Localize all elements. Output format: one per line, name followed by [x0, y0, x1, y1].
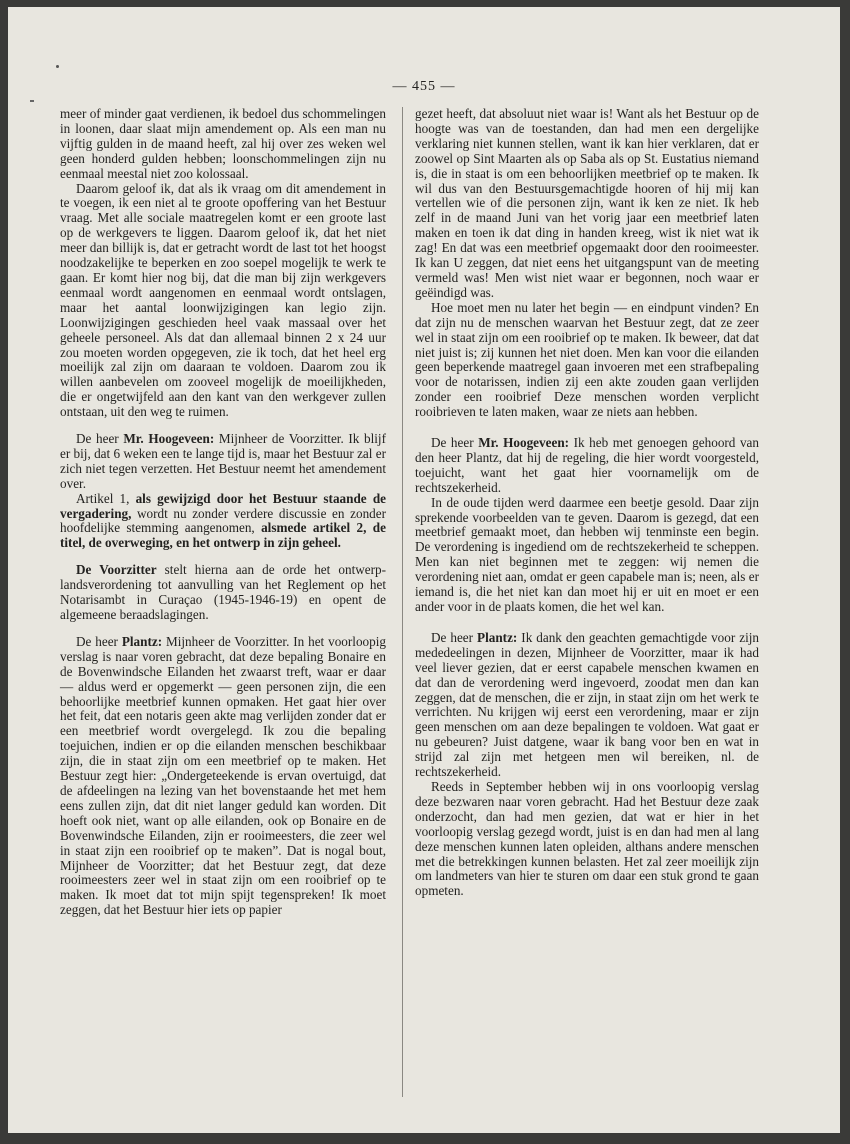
speaker-name: De Voorzitter [76, 562, 157, 578]
ink-speck [30, 100, 34, 102]
paragraph: Daarom geloof ik, dat als ik vraag om dit amendement in te voegen, ik een niet al te groote opoffering van het Bestuur vraag. Met alle sociale maatregelen komt er een groote last op de werkgevers te liggen. Daarom geloof ik, dat het niet meer dan billijk is, dat er getracht wordt de last tot het hoogst noodzakelijke te beperken en zoo soepel mogelijk te werk te gaan. Er komt hier nog bij, dat die man bij zijn werkgevers eenmaal wordt aangenomen en eenmaal wordt ontslagen, maar het aantal loonwijzigingen kan legio zijn. Loonwijzigingen geschieden heel vaak massaal over het geheele personeel. Als dat dan allemaal binnen 2 x 24 uur zou moeten worden opgegeven, zie ik toch, dat het heel erg moeilijk zal zijn om daaraan te voldoen. Daarom zou ik willen aanbevelen om zooveel mogelijk de moeilijkheden, die er ongetwijfeld aan den kant van den werkgever zullen ontstaan, uit den weg te ruimen. [60, 180, 386, 420]
paragraph-speaker: De heer Mr. Hoogeveen: Mijnheer de Voorzitter. Ik blijf er bij, dat 6 weken een te lange tijd is, maar het Bestuur zal er zich niet tegen verzetten. Het Bestuur neemt het amendement over. [60, 431, 386, 491]
left-column [60, 107, 386, 918]
speaker-name: Mr. Hoogeveen: [478, 435, 570, 451]
paragraph: Artikel 1, als gewijzigd door het Bestuur staande de vergadering, wordt nu zonder verdere discussie en zonder hoofdelijke stemming aangenomen, alsmede artikel 2, de titel, de overweging, en het ontwerp in zijn geheel. [60, 490, 387, 551]
speaker-name: Plantz: [477, 629, 518, 645]
paragraph: meer of minder gaat verdienen, ik bedoel dus schommelingen in loonen, daar slaat mijn amendement op. Als een man nu vijftig gulden in de maand heeft, zal hij over zes weken wel geen honderd gulden hebben; loonschommelingen zijn nu eenmaal meestal niet zoo kolossaal. [60, 106, 386, 181]
page-number: — 455 — [392, 79, 456, 94]
paragraph: gezet heeft, dat absoluut niet waar is! Want als het Bestuur op de hoogte was van de toestanden, dan had men een dergelijke verklaring niet kunnen stellen, want ik kan hier verklaren, dat er zoowel op Sint Maarten als op Saba als op St. Eustatius niemand is, die in staat is om een behoorlijken meetbrief op te maken. Ik wil dus van den Bestuursgemachtigde hooren of hij mij kan vertellen wie of die personen zijn, want ik ken ze niet. Ik heb zelf in de maand Juni van het vorig jaar een meetbrief laten maken en toen ik dat ding in handen kreeg, wist ik niet wat ik zag! En dat was een meetbrief opgemaakt door den rooimeester. Ik kan U zeggen, dat niet eens het uitgangspunt van de meeting vermeld was! Men wist niet waar er begonnen, noch waar er geëindigd was. [415, 106, 759, 300]
ink-speck [56, 65, 59, 68]
right-column [415, 107, 759, 899]
paragraph-speaker: De heer Plantz: Mijnheer de Voorzitter. In het voorloopig verslag is naar voren gebracht, dat deze bepaling Bonaire en de Bovenwindsche Eilanden het zwaarst treft, waar er daar — aldus werd er opgemerkt — geen personen zijn, die een behoorlijke meetbrief kunnen opmaken. Het gaat hier over het feit, dat een notaris geen akte mag verlijden zonder dat er een meetbrief wordt overgelegd. Ik zou die bepaling toejuichen, indien er op die eilanden menschen beschikbaar zijn, die in staat zijn om een meetbrief op te maken. Het Bestuur zegt hier: „Ondergeteekende is ervan overtuigd, dat de afdeelingen na lezing van het bovenstaande het met hem eens zullen zijn, dat dit niet langer geduld kan worden. Dit hoeft ook niet, want op alle eilanden, ook op Bonaire en de Bovenwindsche Eilanden, zijn er rooimeesters, die zeer wel in staat zijn een rooibrief op te maken”. Dat is nogal bout, Mijnheer de Voorzitter; dat het Bestuur zegt, dat deze rooimeesters zeer wel in staat zijn om een rooibrief op te maken. Ik moet dat tot mijn spijt tegenspreken! Ik moet zeggen, dat het Bestuur hier iets op papier [60, 633, 386, 918]
paragraph-speaker: De heer Mr. Hoogeveen: Ik heb met genoegen gehoord van den heer Plantz, dat hij de regeling, die hier wordt voorgesteld, toejuicht, want het gaat hier voornamelijk om de rechtszekerheid. [415, 435, 759, 495]
paragraph: Hoe moet men nu later het begin — en eindpunt vinden? En dat zijn nu de menschen waarvan het Bestuur zegt, dat ze zeer wel in staat zijn om een rooibrief op te maken. Ik beweer, dat dat niet juist is; zij kunnen het niet doen. Men kan voor die eilanden geen beperkende maatregel gaan invoeren met een strafbepaling voor de notarissen, indien zij een akte zouden gaan verlijden zonder een rooibrief Deze menschen worden verplicht rooibrieven te laten maken, waar ze niets aan hebben. [415, 299, 759, 420]
paragraph: In de oude tijden werd daarmee een beetje gesold. Daar zijn sprekende voorbeelden van te geven. Daarom is gezegd, dat een meetbrief gemaakt moet, dan hebben wij tenminste een begin. De verordening is ingediend om de rechtszekerheid te scheppen. Men kan niet beginnen met te zeggen: wij nemen die verordening niet aan, omdat er geen capabele man is; neen, als er iemand is, die het niet kan dan moet hij er uit en moet er een ander voor in de plaats komen, die het wel kan. [415, 494, 759, 614]
speaker-name: Mr. Hoogeveen: [123, 431, 215, 447]
paragraph: Reeds in September hebben wij in ons voorloopig verslag deze bezwaren naar voren gebracht. Had het Bestuur deze zaak onderzocht, dan had men gezien, dat wat er hier in het voorloopig verslag gezegd wordt, juist is en dan had men al lang deze menschen kunnen laten opleiden, althans andere menschen met die betrekkingen kunnen belasten. Het zal zeer moeilijk zijn om landmeters van hier te sturen om daar een stuk grond te gaan opmeten. [415, 778, 759, 899]
paragraph-speaker: De heer Plantz: Ik dank den geachten gemachtigde voor zijn mededeelingen in dezen, Mijnheer de Voorzitter, maar ik had veel liever gezien, dat er eerst capabele menschen kwamen en dat dan de verordening werd ingevoerd, zoodat men dan kan zeggen, dat de menschen, die er zijn, in staat zijn om het werk te verrichten. Nu krijgen wij eerst een verordening, maar er zijn geen menschen om aan deze bepalingen te voldoen. Wat gaat er nu gebeuren? Juist datgene, waar ik bang voor ben en wat in strijd zal zijn met hetgeen men wil bereiken, nl. de rechtszekerheid. [415, 629, 759, 780]
speaker-name: Plantz: [121, 633, 163, 649]
document-page [8, 7, 840, 1133]
paragraph-speaker: De Voorzitter stelt hierna aan de orde het ontwerp-landsverordening tot aanvulling van het Reglement op het Notarisambt in Curaçao (1945-1946-19) en opent de algemeene beraadslagingen. [60, 562, 387, 622]
column-divider [402, 107, 403, 1097]
